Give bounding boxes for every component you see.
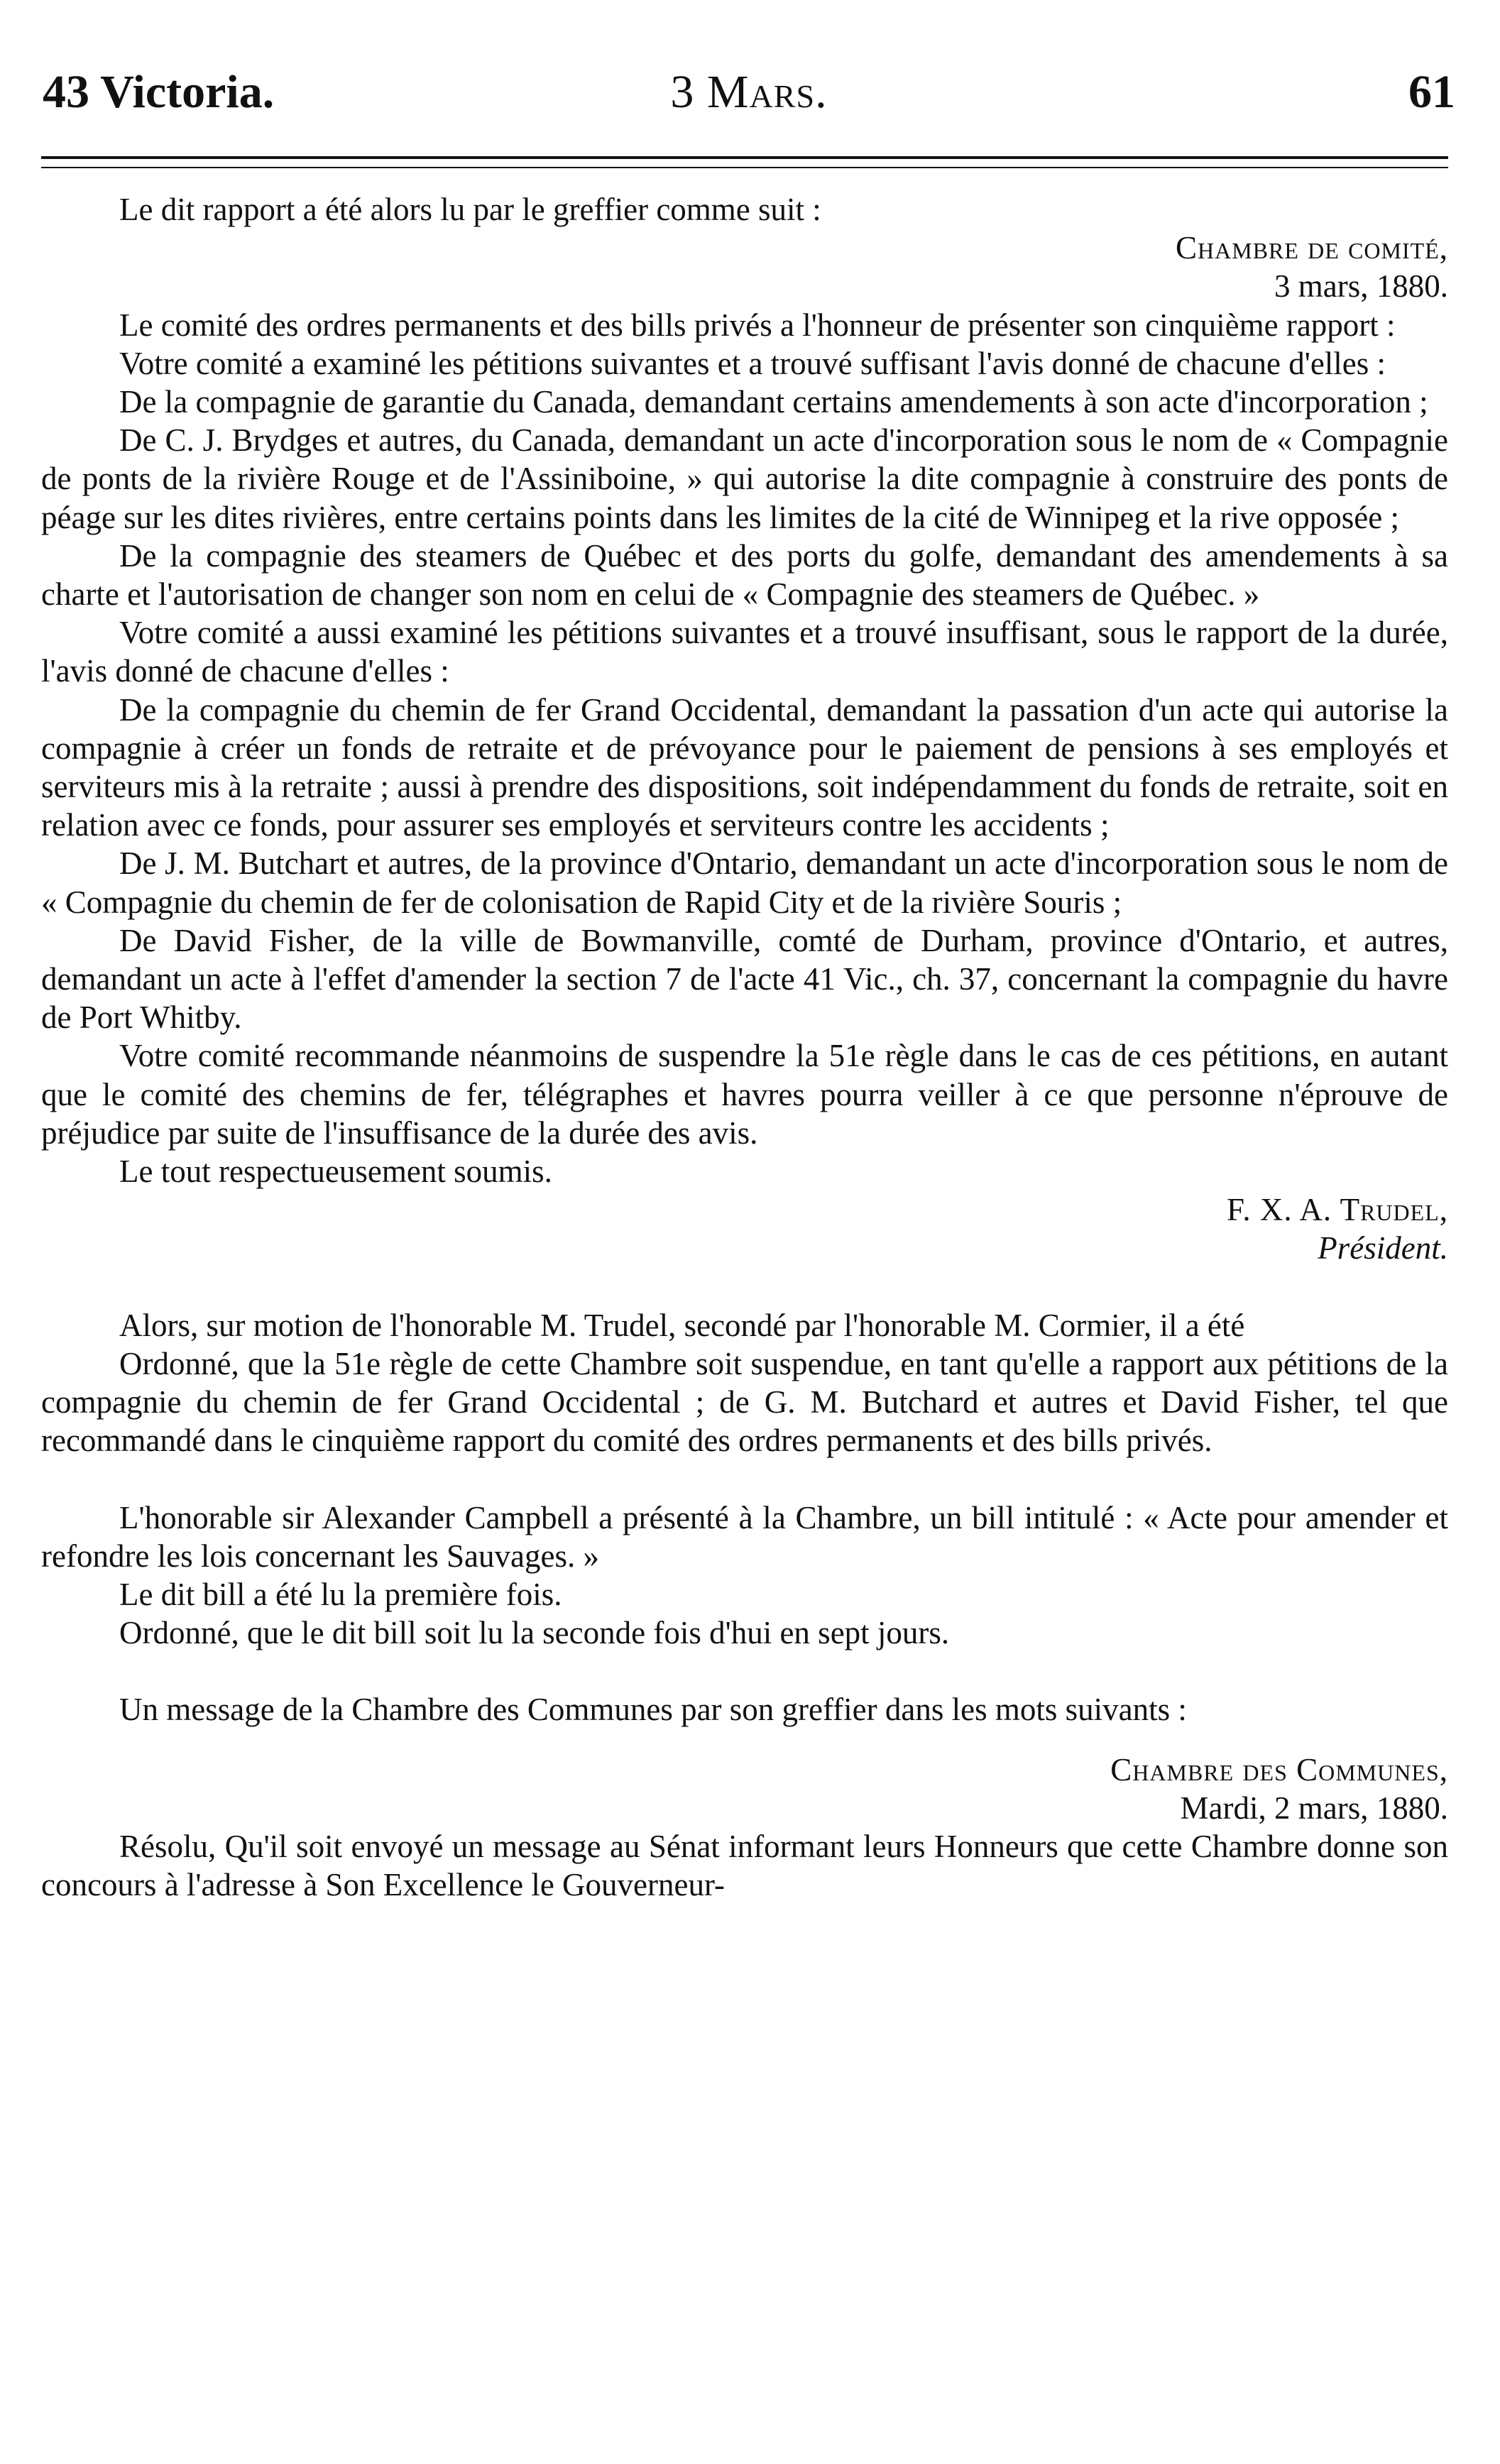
motion-paragraph: Alors, sur motion de l'honorable M. Trudel, secondé par l'honorable M. Cormier, il a été: [119, 1307, 1245, 1343]
section-gap: [41, 1460, 1448, 1499]
report-paragraph: De David Fisher, de la ville de Bowmanville, comté de Durham, province d'Ontario, et autres, demandant un acte à l'effet d'amender la section 7 de l'acte 41 Vic., ch. 37, concernant la compagnie du havre de Port Whitby.: [41, 922, 1448, 1036]
report-intro: Le dit rapport a été alors lu par le greffier comme suit :: [119, 192, 821, 227]
header-session: 43 Victoria.: [43, 66, 275, 118]
report-paragraph: De J. M. Butchart et autres, de la province d'Ontario, demandant un acte d'incorporation sous le nom de « Compagnie du chemin de fer de colonisation de Rapid City et de la rivière Souris ;: [41, 845, 1448, 920]
report-paragraph: Le tout respectueusement soumis.: [119, 1154, 552, 1190]
header-rule-thick: [41, 156, 1448, 159]
message-location: Chambre des Communes,: [1110, 1751, 1448, 1787]
section-gap: [41, 1268, 1448, 1306]
bill-paragraph: Ordonné, que le dit bill soit lu la seconde fois d'hui en sept jours.: [119, 1615, 950, 1651]
report-paragraph: De la compagnie du chemin de fer Grand Occidental, demandant la passation d'un acte qui autorise la compagnie à créer un fonds de retraite et de prévoyance pour le paiement de pensions à ses employés et serviteurs mis à la retraite ; aussi à prendre des dispositions, soit indépendamment du fonds de retraite, soit en relation avec ce fonds, pour assurer ses employés et serviteurs contre les accidents ;: [41, 691, 1448, 843]
report-paragraph: De la compagnie de garantie du Canada, demandant certains amendements à son acte d'incorporation ;: [119, 384, 1428, 420]
page-body: [41, 190, 1448, 1904]
message-paragraph: Résolu, Qu'il soit envoyé un message au Sénat informant leurs Honneurs que cette Chambre donne son concours à l'adresse à Son Excellence le Gouverneur-: [41, 1828, 1448, 1903]
report-paragraph: Votre comité a aussi examiné les pétitions suivantes et a trouvé insuffisant, sous le rapport de la durée, l'avis donné de chacune d'elles :: [41, 615, 1448, 689]
message-date: Mardi, 2 mars, 1880.: [1180, 1790, 1448, 1826]
report-paragraph: De la compagnie des steamers de Québec et des ports du golfe, demandant des amendements à sa charte et l'autorisation de changer son nom en celui de « Compagnie des steamers de Québec. »: [41, 537, 1448, 613]
page-number: 61: [1408, 66, 1455, 118]
section-gap: [41, 1729, 1448, 1751]
bill-paragraph: Le dit bill a été lu la première fois.: [119, 1576, 562, 1612]
report-signatory-title: Président.: [1318, 1230, 1448, 1266]
header-rule-thin: [41, 167, 1448, 168]
report-paragraph: Votre comité recommande néanmoins de suspendre la 51e règle dans le cas de ces pétitions, en autant que le comité des chemins de fer, télégraphes et havres pourra veiller à ce que personne n'éprouve de préjudice par suite de l'insuffisance de la durée des avis.: [41, 1038, 1448, 1151]
message-paragraph: Un message de la Chambre des Communes par son greffier dans les mots suivants :: [119, 1692, 1187, 1728]
header-date: 3 Mars.: [670, 66, 828, 118]
report-opening: Le comité des ordres permanents et des bills privés a l'honneur de présenter son cinquième rapport :: [119, 307, 1396, 343]
report-paragraph: Votre comité a examiné les pétitions suivantes et a trouvé suffisant l'avis donné de chacune d'elles :: [119, 345, 1386, 381]
page-header: [43, 65, 1455, 129]
section-gap: [41, 1652, 1448, 1690]
bill-paragraph: L'honorable sir Alexander Campbell a présenté à la Chambre, un bill intitulé : « Acte pour amender et refondre les lois concernant les Sauvages. »: [41, 1499, 1448, 1574]
report-date: 3 mars, 1880.: [1274, 268, 1448, 305]
motion-paragraph: Ordonné, que la 51e règle de cette Chambre soit suspendue, en tant qu'elle a rapport aux pétitions de la compagnie du chemin de fer Grand Occidental ; de G. M. Butchard et autres et David Fisher, tel que recommandé dans le cinquième rapport du comité des ordres permanents et des bills privés.: [41, 1345, 1448, 1459]
report-location: Chambre de comité,: [1176, 230, 1448, 266]
report-paragraph: De C. J. Brydges et autres, du Canada, demandant un acte d'incorporation sous le nom de « Compagnie de ponts de la rivière Rouge et de l'Assiniboine, » qui autorise la dite compagnie à construire des ponts de péage sur les dites rivières, entre certains points dans les limites de la cité de Winnipeg et la rive opposée ;: [41, 422, 1448, 535]
report-signature: F. X. A. Trudel,: [1226, 1192, 1448, 1228]
